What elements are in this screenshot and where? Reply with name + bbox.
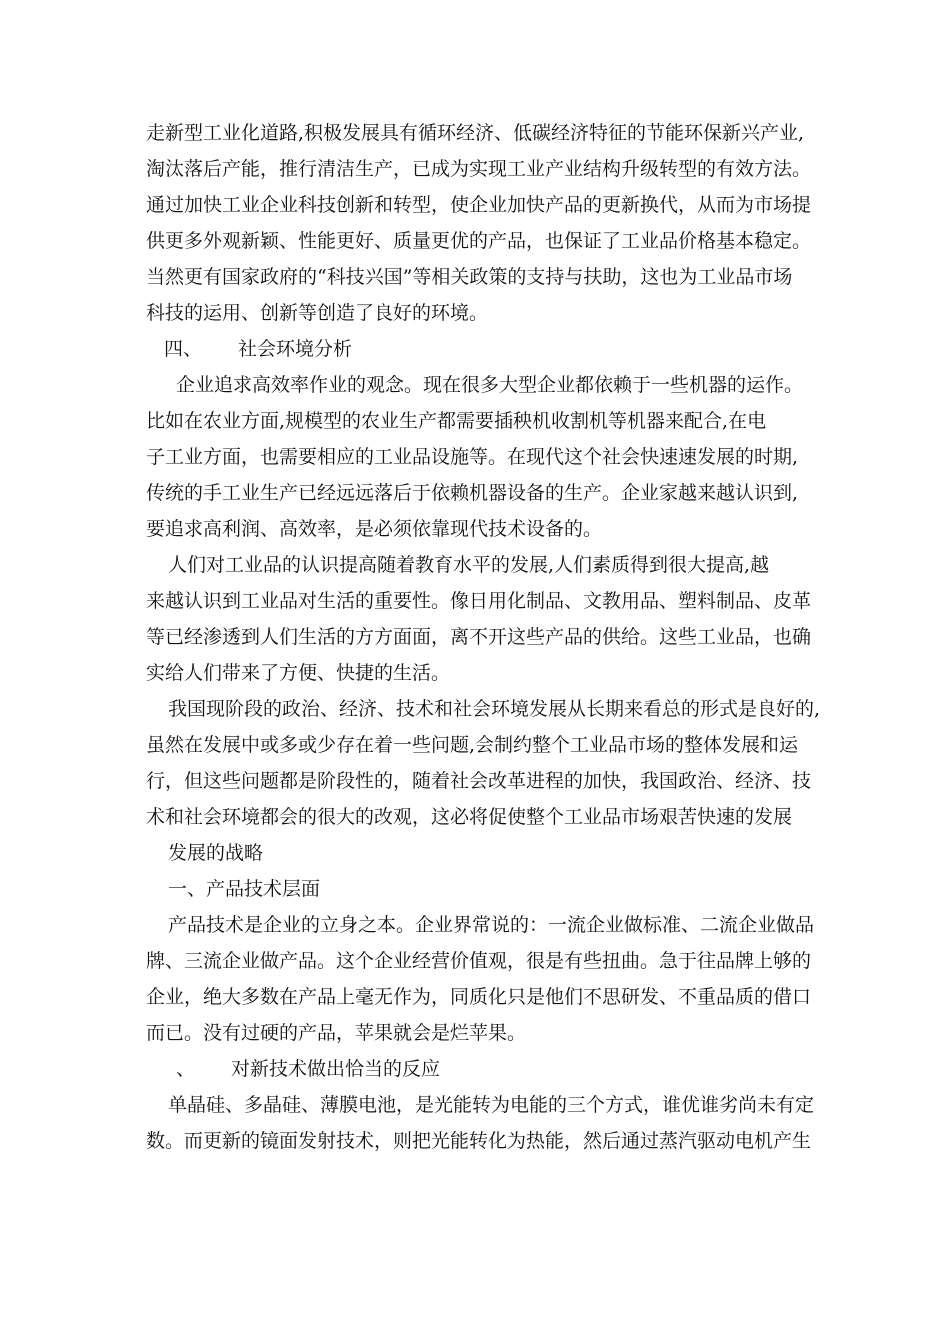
section-number: 四、 [164, 338, 203, 360]
sub-heading [176, 1057, 896, 1081]
paragraph-line: 供更多外观新颖、性能更好、质量更优的产品，也保证了工业品价格基本稳定。 [146, 230, 812, 252]
paragraph-line: 虽然在发展中或多或少存在着一些问题,会制约整个工业品市场的整体发展和运 [146, 734, 799, 756]
sub-heading-title: 对新技术做出恰当的反应 [231, 1058, 441, 1080]
paragraph-line: 而已。没有过硬的产品，苹果就会是烂苹果。 [146, 1022, 527, 1044]
section-title: 社会环境分析 [238, 338, 353, 360]
paragraph-line: 数。而更新的镜面发射技术，则把光能转化为热能，然后通过蒸汽驱动电机产生 [146, 1130, 812, 1152]
section-heading [164, 337, 884, 361]
paragraph-line: 人们对工业品的认识提高随着教育水平的发展,人们素质得到很大提高,越 [168, 554, 770, 576]
paragraph-line: 等已经渗透到人们生活的方方面面，离不开这些产品的供给。这些工业品，也确 [146, 626, 812, 648]
paragraph-line: 行，但这些问题都是阶段性的，随着社会改革进程的加快，我国政治、经济、技 [146, 770, 812, 792]
section-heading: 一、产品技术层面 [168, 878, 321, 900]
sub-heading-number: 、 [176, 1058, 196, 1080]
paragraph-line: 传统的手工业生产已经远远落后于依赖机器设备的生产。企业家越来越认识到, [146, 482, 799, 504]
paragraph-line: 企业，绝大多数在产品上毫无作为，同质化只是他们不思研发、不重品质的借口 [146, 986, 812, 1008]
paragraph-line: 淘汰落后产能，推行清洁生产，已成为实现工业产业结构升级转型的有效方法。 [146, 158, 812, 180]
paragraph-line: 牌、三流企业做产品。这个企业经营价值观，很是有些扭曲。急于往品牌上够的 [146, 950, 812, 972]
paragraph-line: 单晶硅、多晶硅、薄膜电池，是光能转为电能的三个方式，谁优谁劣尚未有定 [168, 1094, 815, 1116]
paragraph-line: 通过加快工业企业科技创新和转型，使企业加快产品的更新换代，从而为市场提 [146, 194, 812, 216]
paragraph-line: 科技的运用、创新等创造了良好的环境。 [146, 302, 489, 324]
paragraph-line: 要追求高利润、高效率，是必须依靠现代技术设备的。 [146, 518, 603, 540]
paragraph-line: 当然更有国家政府的“科技兴国”等相关政策的支持与扶助，这也为工业品市场 [146, 266, 793, 288]
paragraph-line: 比如在农业方面,规模型的农业生产都需要插秧机收割机等机器来配合,在电 [146, 410, 767, 432]
paragraph-line: 我国现阶段的政治、经济、技术和社会环境发展从长期来看总的形式是良好的, [168, 698, 821, 720]
section-heading: 发展的战略 [168, 842, 264, 864]
paragraph-line: 产品技术是企业的立身之本。企业界常说的：一流企业做标准、二流企业做品 [168, 914, 815, 936]
paragraph-line: 企业追求高效率作业的观念。现在很多大型企业都依赖于一些机器的运作。 [176, 374, 804, 396]
paragraph-line: 实给人们带来了方便、快捷的生活。 [146, 662, 451, 684]
paragraph-line: 子工业方面，也需要相应的工业品设施等。在现代这个社会快速速发展的时期, [146, 446, 799, 468]
paragraph-line: 走新型工业化道路,积极发展具有循环经济、低碳经济特征的节能环保新兴产业, [146, 122, 805, 144]
paragraph-line: 术和社会环境都会的很大的改观，这必将促使整个工业品市场艰苦快速的发展 [146, 806, 793, 828]
paragraph-line: 来越认识到工业品对生活的重要性。像日用化制品、文教用品、塑料制品、皮革 [146, 590, 812, 612]
